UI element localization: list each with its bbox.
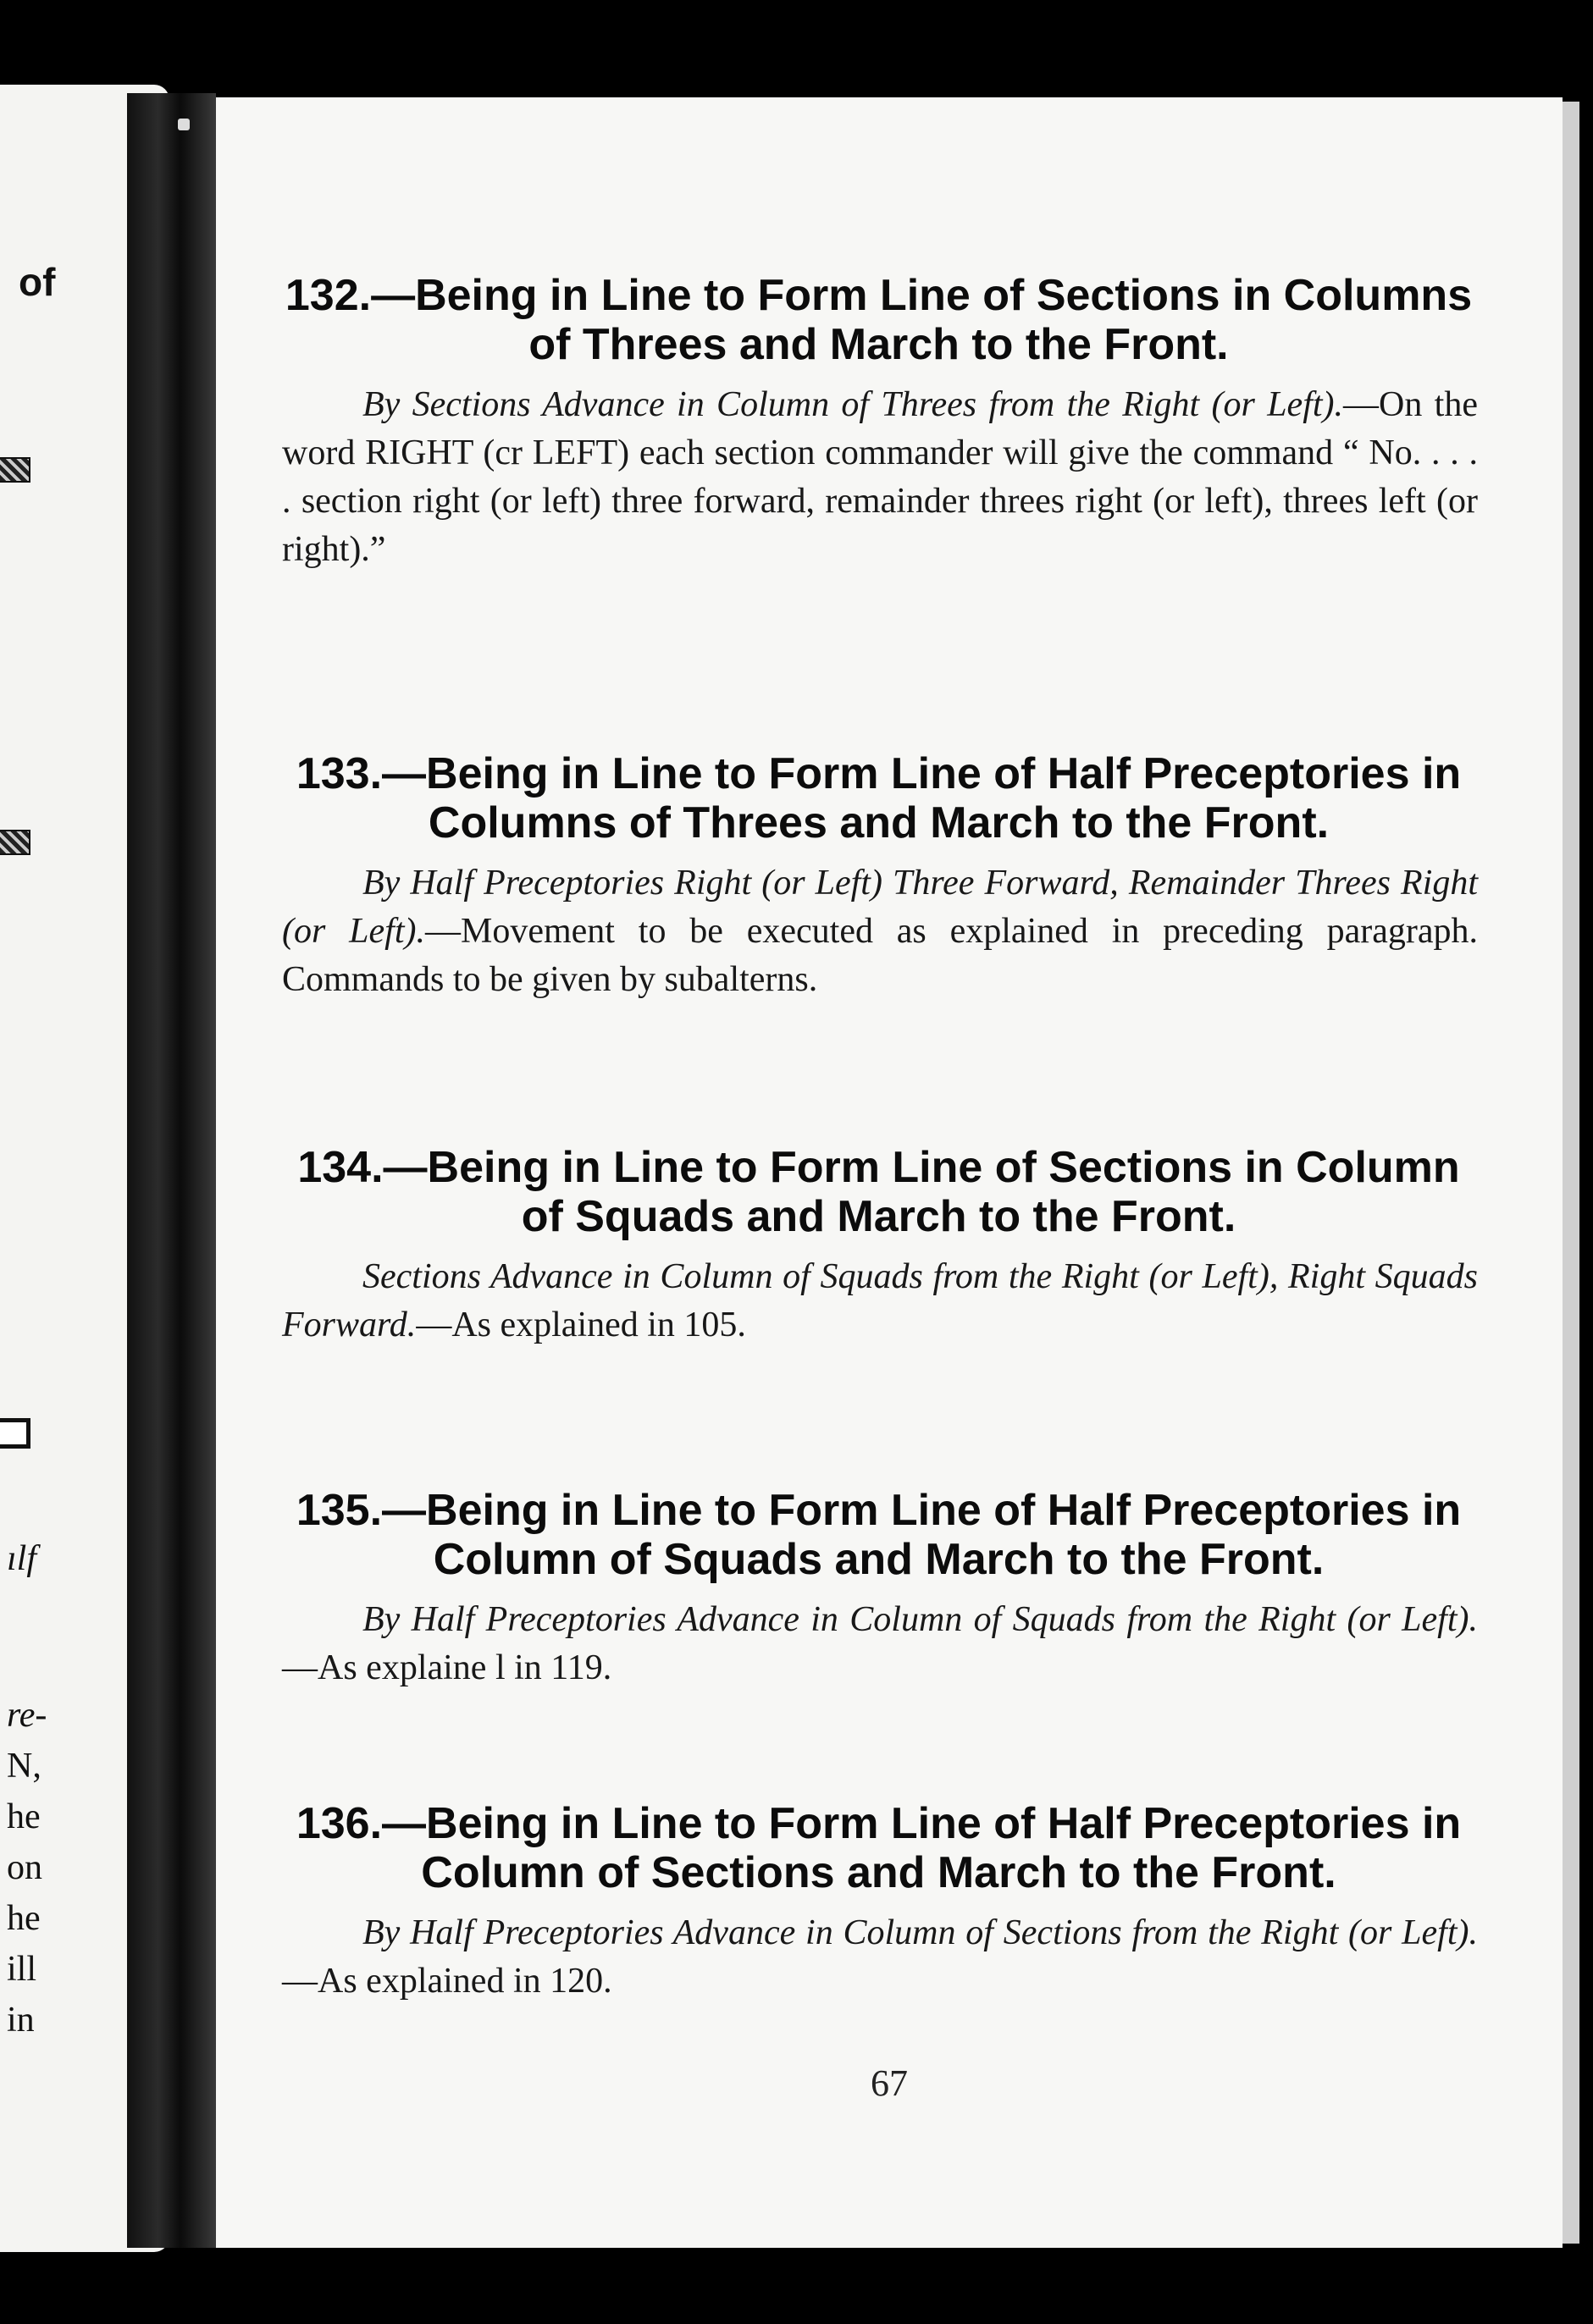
left-page-text: ılf — [7, 1539, 37, 1578]
explanation-text: —As explained in 120. — [282, 1962, 612, 2001]
gutter-mark — [178, 119, 190, 130]
left-page-text: ill — [7, 1950, 37, 1989]
paragraph-136 — [216, 1799, 1563, 2006]
left-page-box — [0, 1418, 30, 1449]
command-text: By Half Preceptories Advance in Column of Sections from the Right (or Left). — [362, 1913, 1478, 1952]
paragraph-heading: 136.—Being in Line to Form Line of Half Preceptories in Column of Sections and March to the Front. — [296, 1799, 1462, 1897]
paragraph-135 — [216, 1486, 1563, 1692]
left-page-text: re- — [7, 1696, 47, 1735]
explanation-text: —As explained in 105. — [416, 1306, 746, 1344]
paragraph-133 — [216, 749, 1563, 1004]
paragraph-body — [216, 1909, 1563, 2006]
paragraph-heading: 135.—Being in Line to Form Line of Half Preceptories in Column of Squads and March to the Front. — [296, 1486, 1462, 1584]
left-page-text: he — [7, 1797, 41, 1836]
command-text: By Half Preceptories Advance in Column of Squads from the Right (or Left). — [362, 1600, 1478, 1639]
paragraph-132 — [216, 271, 1563, 574]
paragraph-body — [216, 859, 1563, 1004]
page-number: 67 — [871, 2062, 908, 2104]
command-text: By Sections Advance in Column of Threes from the Right (or Left). — [362, 385, 1344, 424]
command-text: By Half Preceptories Right (or Left) Three Forward, Remainder Threes Right (or Left). — [282, 864, 1478, 951]
paragraph-134 — [216, 1143, 1563, 1350]
paragraph-body — [216, 1596, 1563, 1692]
book-gutter — [127, 93, 216, 2248]
explanation-text: —On the word RIGHT (cr LEFT) each section commander will give the command “ No. . . . . section right (or left) three forward, remainder threes right (or left), threes left (or right).” — [282, 385, 1478, 569]
paragraph-heading: 133.—Being in Line to Form Line of Half Preceptories in Columns of Threes and March to the Front. — [296, 749, 1462, 847]
left-page-mark — [0, 830, 30, 855]
left-page-text: on — [7, 1848, 42, 1887]
left-page-text: he — [7, 1899, 41, 1938]
left-page-text: in — [7, 2001, 35, 2040]
left-page-text: of — [19, 260, 56, 304]
page-edge — [1563, 102, 1579, 2244]
book-page — [216, 97, 1563, 2248]
explanation-text: —As explaine l in 119. — [282, 1648, 612, 1687]
paragraph-body — [216, 381, 1563, 574]
command-text: Sections Advance in Column of Squads from the Right (or Left), Right Squads Forward. — [282, 1257, 1478, 1344]
left-page-text: N, — [7, 1747, 41, 1786]
explanation-text: —Movement to be executed as explained in preceding paragraph. Commands to be given by subalterns. — [282, 912, 1478, 999]
paragraph-heading: 132.—Being in Line to Form Line of Sections in Columns of Threes and March to the Front. — [285, 271, 1473, 369]
left-page-mark — [0, 457, 30, 483]
paragraph-body — [216, 1253, 1563, 1350]
paragraph-heading: 134.—Being in Line to Form Line of Sections in Column of Squads and March to the Front. — [297, 1143, 1460, 1241]
